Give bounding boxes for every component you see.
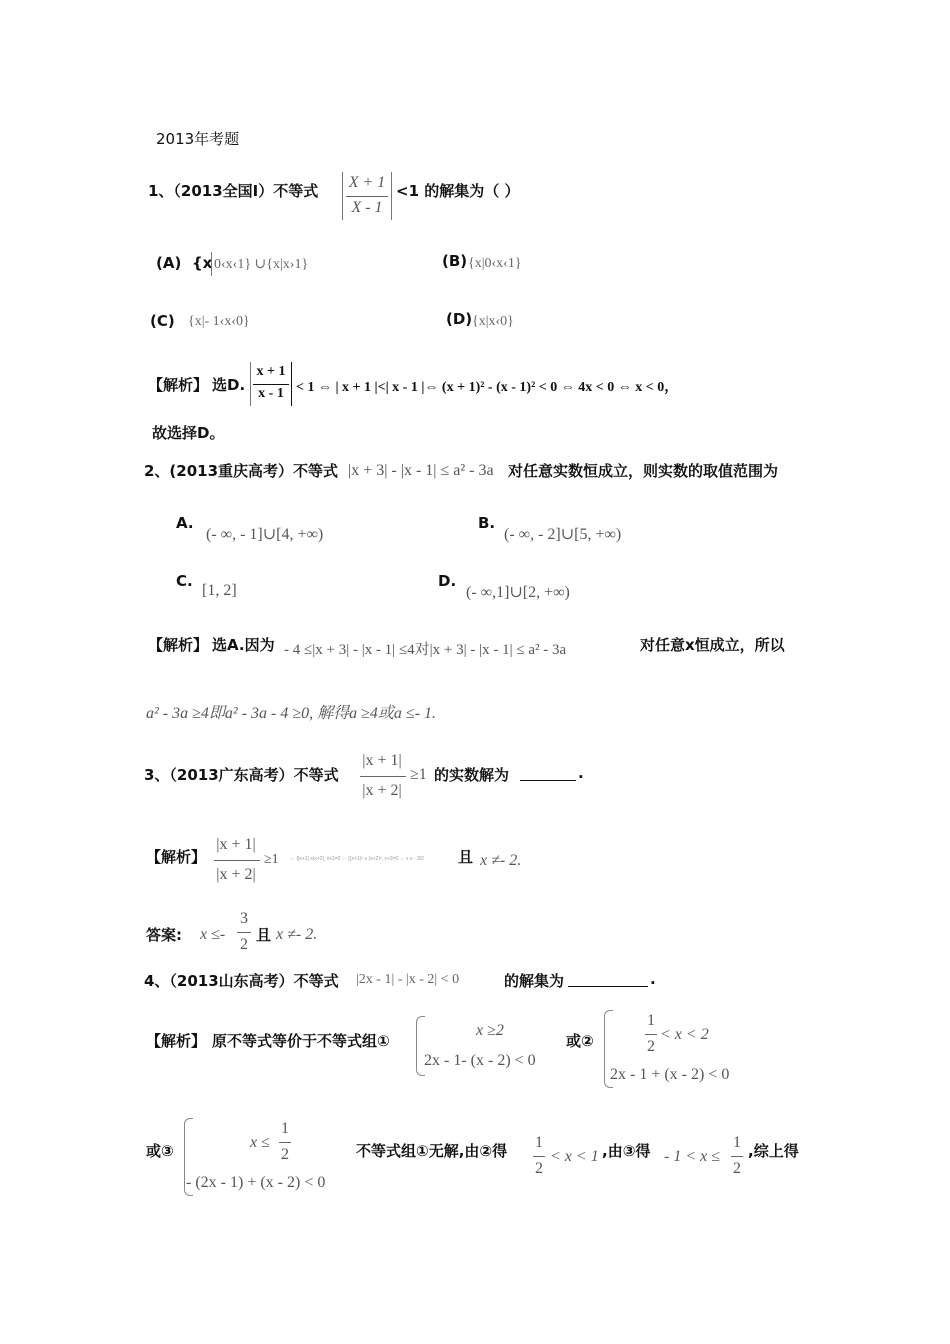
q2-tail: 对任意实数恒成立，则实数的取值范围为 (508, 462, 779, 480)
q4-system3-line2: - (2x - 1) + (x - 2) < 0 (186, 1174, 326, 1191)
q3-tail: 的实数解为 (434, 766, 510, 784)
q1-analysis-abs-left (250, 362, 251, 406)
q3-analysis-den: |x + 2| (216, 866, 256, 883)
q1-option-c-math: {x|- 1‹x‹0} (188, 314, 250, 329)
q4-conclusion-3: ,综上得 (748, 1142, 799, 1160)
q2-analysis-pick: 选A.因为 (212, 636, 275, 654)
q2-option-c-label: C. (176, 572, 193, 590)
q2-option-b-label: B. (478, 514, 496, 532)
q3-lead: 3、（2013广东高考）不等式 (144, 766, 339, 784)
q4-system2-num: 1 (647, 1012, 655, 1029)
q1-analysis-abs-right (291, 362, 292, 406)
q4-system3-bar (279, 1142, 291, 1143)
q4-result3-den: 2 (733, 1160, 741, 1177)
q4-inequality: |2x - 1| - |x - 2| < 0 (356, 972, 460, 987)
q2-inequality: |x + 3| - |x - 1| ≤ a² - 3a (348, 462, 494, 479)
q2-option-b-math: (- ∞, - 2]∪[5, +∞) (504, 526, 622, 543)
q1-analysis-num: x + 1 (256, 364, 286, 379)
q3-answer-den: 2 (240, 936, 248, 953)
q2-option-a-label: A. (176, 514, 194, 532)
q3-analysis-steps: ⇔ {|x+1| ≥|x+2|, x+2≠0 ⇔ {(x+1)² ≥ (x+2)², x+2≠0 ⇔ x ≤ - 3/2 (290, 856, 424, 862)
q4-system1-line2: 2x - 1- (x - 2) < 0 (424, 1052, 536, 1069)
q1-analysis-chain: < 1 ⇔ | x + 1 |<| x - 1 |⇔ (x + 1)² - (x - 1)² < 0 ⇔ 4x < 0 ⇔ x < 0， (296, 380, 679, 395)
q3-frac-num: |x + 1| (362, 752, 402, 769)
q1-abs-right (391, 172, 392, 220)
q1-analysis-pick: 选D. (212, 376, 246, 394)
q4-result3-bar (731, 1156, 743, 1157)
q4-result2-den: 2 (535, 1160, 543, 1177)
q3-analysis-ge: ≥1 (264, 852, 279, 867)
q4-system2-line1: < x < 2 (660, 1026, 709, 1043)
q4-system3-x: x ≤ (250, 1134, 270, 1151)
q1-frac-den: X - 1 (351, 199, 383, 216)
q3-ge: ≥1 (410, 766, 427, 783)
q4-period: . (650, 970, 656, 988)
section-title: 2013年考题 (156, 130, 240, 148)
q4-analysis-text: 原不等式等价于不等式组① (212, 1032, 390, 1050)
q2-lead: 2、(2013重庆高考）不等式 (144, 462, 339, 480)
q1-option-d-label: (D) (446, 310, 473, 328)
q4-or-3: 或③ (146, 1142, 174, 1160)
q1-analysis-den: x - 1 (258, 386, 284, 401)
q3-frac-den: |x + 2| (362, 782, 402, 799)
q3-answer-blank (520, 764, 576, 781)
q1-frac-num: X + 1 (348, 174, 386, 191)
q1-option-c-label: (C) (150, 312, 175, 330)
q1-option-b-label: (B) (442, 252, 468, 270)
q3-answer-label: 答案: (146, 926, 182, 944)
q2-option-a-math: (- ∞, - 1]∪[4, +∞) (206, 526, 324, 543)
q4-system1-line1: x ≥2 (476, 1022, 504, 1039)
q4-conclusion-1: 不等式组①无解,由②得 (356, 1142, 508, 1160)
q4-system2-line2: 2x - 1 + (x - 2) < 0 (610, 1066, 730, 1083)
q2-analysis-tail: 对任意x恒成立，所以 (640, 636, 785, 654)
q2-analysis-line2: a² - 3a ≥4即a² - 3a - 4 ≥0, 解得a ≥4或a ≤- 1. (146, 705, 437, 722)
q1-tail: <1 的解集为（ ） (396, 182, 520, 200)
q3-frac-bar (360, 776, 406, 777)
q3-answer-and: 且 (256, 926, 272, 944)
q1-option-d-math: {x|x‹0} (472, 314, 514, 329)
q4-system3-den: 2 (281, 1146, 289, 1163)
q4-result2-tail: < x < 1 (550, 1148, 599, 1165)
q1-option-a-bar (211, 252, 212, 276)
q4-answer-blank (568, 970, 648, 987)
q4-or-2: 或② (566, 1032, 594, 1050)
q4-tail: 的解集为 (504, 972, 565, 990)
q2-option-c-math: [1, 2] (202, 582, 237, 599)
q4-lead: 4、（2013山东高考）不等式 (144, 972, 339, 990)
q3-answer-bar (237, 932, 251, 933)
q1-option-a-prefix: {x (192, 254, 213, 272)
q1-analysis-label: 【解析】 (148, 376, 209, 394)
q1-frac-bar (346, 196, 388, 197)
q1-option-a-label: (A) (156, 254, 182, 272)
q3-analysis-end: x ≠- 2. (480, 852, 522, 869)
q2-option-d-label: D. (438, 572, 457, 590)
q2-option-d-math: (- ∞,1]∪[2, +∞) (466, 584, 570, 601)
q4-result2-num: 1 (535, 1134, 543, 1151)
q3-period: . (578, 764, 584, 782)
q1-option-b-math: {x|0‹x‹1} (468, 256, 522, 271)
q4-system2-den: 2 (647, 1038, 655, 1055)
q3-analysis-bar (214, 860, 260, 861)
q4-analysis-label: 【解析】 (146, 1032, 207, 1050)
q1-lead: 1、（2013全国Ⅰ）不等式 (148, 182, 319, 200)
q1-conclusion: 故选择D。 (152, 424, 225, 442)
q4-result3-head: - 1 < x ≤ (664, 1148, 721, 1165)
q1-option-a-math: 0‹x‹1} ∪{x|x›1} (214, 257, 309, 272)
q2-analysis-label: 【解析】 (148, 636, 209, 654)
q2-analysis-math: - 4 ≤|x + 3| - |x - 1| ≤4对|x + 3| - |x - 1| ≤ a² - 3a (284, 642, 567, 658)
q4-result2-bar (533, 1156, 545, 1157)
q3-analysis-and: 且 (458, 848, 474, 866)
q1-abs-left (342, 172, 343, 220)
q3-answer-num: 3 (240, 910, 248, 927)
q3-analysis-label: 【解析】 (146, 848, 207, 866)
q4-conclusion-2: ,由③得 (602, 1142, 651, 1160)
q3-analysis-num: |x + 1| (216, 836, 256, 853)
q4-system2-bar (645, 1034, 657, 1035)
q4-system3-num: 1 (281, 1120, 289, 1137)
q4-result3-num: 1 (733, 1134, 741, 1151)
q1-analysis-bar (253, 384, 289, 385)
q3-answer-x: x ≤- (200, 926, 226, 943)
q3-answer-end: x ≠- 2. (276, 926, 318, 943)
